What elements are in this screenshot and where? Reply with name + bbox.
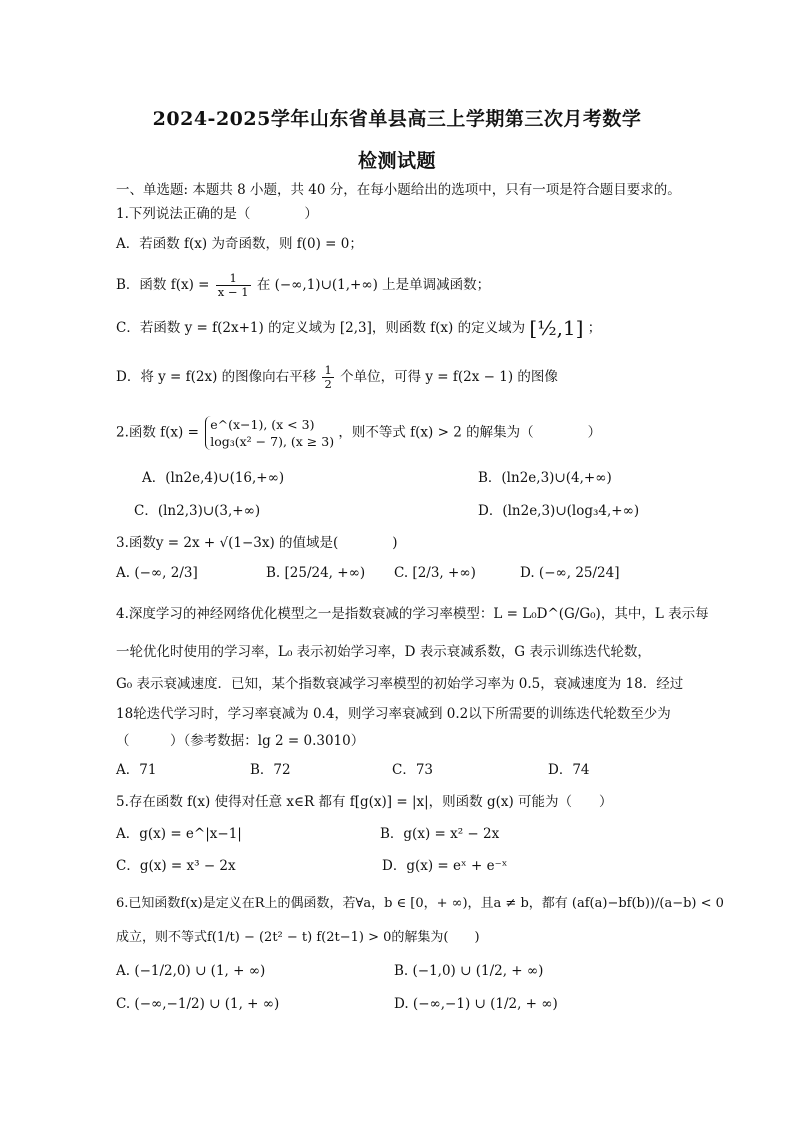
q4-line3: G₀ 表示衰减速度．已知，某个指数衰减学习率模型的初始学习率为 0.5，衰减速度为 18．经过 — [116, 676, 684, 692]
q2-option-d: D．(ln2e,3)∪(log₃4,+∞) — [478, 503, 640, 519]
q3-option-d: D. (−∞, 25/24] — [520, 565, 620, 581]
q2-piece2: log₃(x² − 7), (x ≥ 3) — [210, 434, 335, 449]
q1-option-c-post: ； — [587, 320, 602, 336]
q6-option-c: C. (−∞,−1/2) ∪ (1, + ∞) — [116, 996, 280, 1012]
q5-option-b: B．g(x) = x² − 2x — [380, 826, 500, 842]
q4-option-a: A．71 — [116, 762, 157, 778]
q2-stem-pre: 2.函数 f(x) = — [116, 424, 199, 441]
q5-option-c: C．g(x) = x³ − 2x — [116, 858, 236, 874]
q6-line1: 6.已知函数f(x)是定义在R上的偶函数，若∀a，b ∈ [0，+ ∞)，且a ≠ b，都有 (af(a)−bf(b))/(a−b) < 0 — [116, 896, 724, 911]
q1-option-c-pre: C．若函数 y = f(2x+1) 的定义域为 [2,3]，则函数 f(x) 的定义域为 — [116, 320, 526, 336]
q5-option-d: D．g(x) = eˣ + e⁻ˣ — [382, 858, 508, 874]
q1-option-b-den: x − 1 — [217, 285, 249, 299]
q1-option-c-bracket: [½,1] — [529, 316, 584, 340]
q4-option-b: B．72 — [250, 762, 291, 778]
q3-option-b: B. [25/24, +∞) — [266, 565, 366, 581]
q1-option-d-fraction — [322, 364, 333, 391]
q1-option-d-num: 1 — [324, 363, 332, 377]
q2-option-c: C．(ln2,3)∪(3,+∞) — [134, 503, 261, 519]
q4-line5: （ ）（参考数据：lg 2 = 0.3010） — [116, 733, 365, 749]
q5-option-a: A．g(x) = e^|x−1| — [116, 826, 242, 842]
q4-line1: 4.深度学习的神经网络优化模型之一是指数衰减的学习率模型：L = L₀D^(G/G₀)，其中，L 表示每 — [116, 606, 709, 622]
q3-stem: 3.函数y = 2x + √(1−3x) 的值域是( ) — [116, 535, 398, 551]
q1-option-d-post: 个单位，可得 y = f(2x − 1) 的图像 — [340, 369, 558, 385]
exam-title-line1: 2024-2025学年山东省单县高三上学期第三次月考数学 — [152, 108, 642, 130]
q1-option-d — [116, 364, 558, 391]
q3-option-c: C. [2/3, +∞) — [394, 565, 476, 581]
exam-title-line2: 检测试题 — [357, 150, 436, 172]
q4-option-c: C．73 — [392, 762, 434, 778]
q4-option-d: D．74 — [548, 762, 590, 778]
q3-option-a: A. (−∞, 2/3] — [116, 565, 198, 581]
q1-option-b-pre: B．函数 f(x) = — [116, 277, 210, 293]
q2-piece1: e^(x−1), (x < 3) — [210, 417, 315, 432]
q1-stem: 1.下列说法正确的是（ ） — [116, 206, 318, 222]
q4-line2: 一轮优化时使用的学习率，L₀ 表示初始学习率，D 表示衰减系数，G 表示训练迭代轮数， — [116, 644, 651, 660]
q2-piecewise — [205, 416, 334, 450]
section-header: 一、单选题: 本题共 8 小题，共 40 分，在每小题给出的选项中，只有一项是符合题目要求的。 — [116, 182, 681, 198]
q5-stem: 5.存在函数 f(x) 使得对任意 x∈R 都有 f[g(x)] = |x|，则函数 g(x) 可能为（ ） — [116, 794, 613, 810]
q2-option-b: B．(ln2e,3)∪(4,+∞) — [478, 470, 612, 486]
q6-line2: 成立，则不等式f(1/t) − (2t² − t) f(2t−1) > 0的解集为( ) — [116, 930, 480, 945]
q6-option-d: D. (−∞,−1) ∪ (1/2, + ∞) — [394, 996, 558, 1012]
q1-option-b-post: 在 (−∞,1)∪(1,+∞) 上是单调减函数； — [256, 277, 491, 293]
q1-option-a: A．若函数 f(x) 为奇函数，则 f(0) = 0； — [116, 236, 363, 252]
q6-option-b: B. (−1,0) ∪ (1/2, + ∞) — [394, 963, 544, 979]
q1-option-c — [116, 318, 601, 338]
q1-option-b-fraction — [216, 272, 251, 299]
q4-line4: 18轮迭代学习时，学习率衰减为 0.4，则学习率衰减到 0.2以下所需要的训练迭代轮数至少为 — [116, 706, 671, 722]
q2-stem-post: ，则不等式 f(x) > 2 的解集为（ ） — [338, 424, 602, 441]
q2-stem — [116, 416, 601, 450]
q1-option-b — [116, 272, 490, 299]
q1-option-d-pre: D．将 y = f(2x) 的图像向右平移 — [116, 369, 317, 385]
q2-option-a: A．(ln2e,4)∪(16,+∞) — [142, 470, 285, 486]
q1-option-b-num: 1 — [216, 272, 251, 286]
q1-option-d-den: 2 — [324, 377, 332, 391]
q6-option-a: A. (−1/2,0) ∪ (1, + ∞) — [116, 963, 266, 979]
